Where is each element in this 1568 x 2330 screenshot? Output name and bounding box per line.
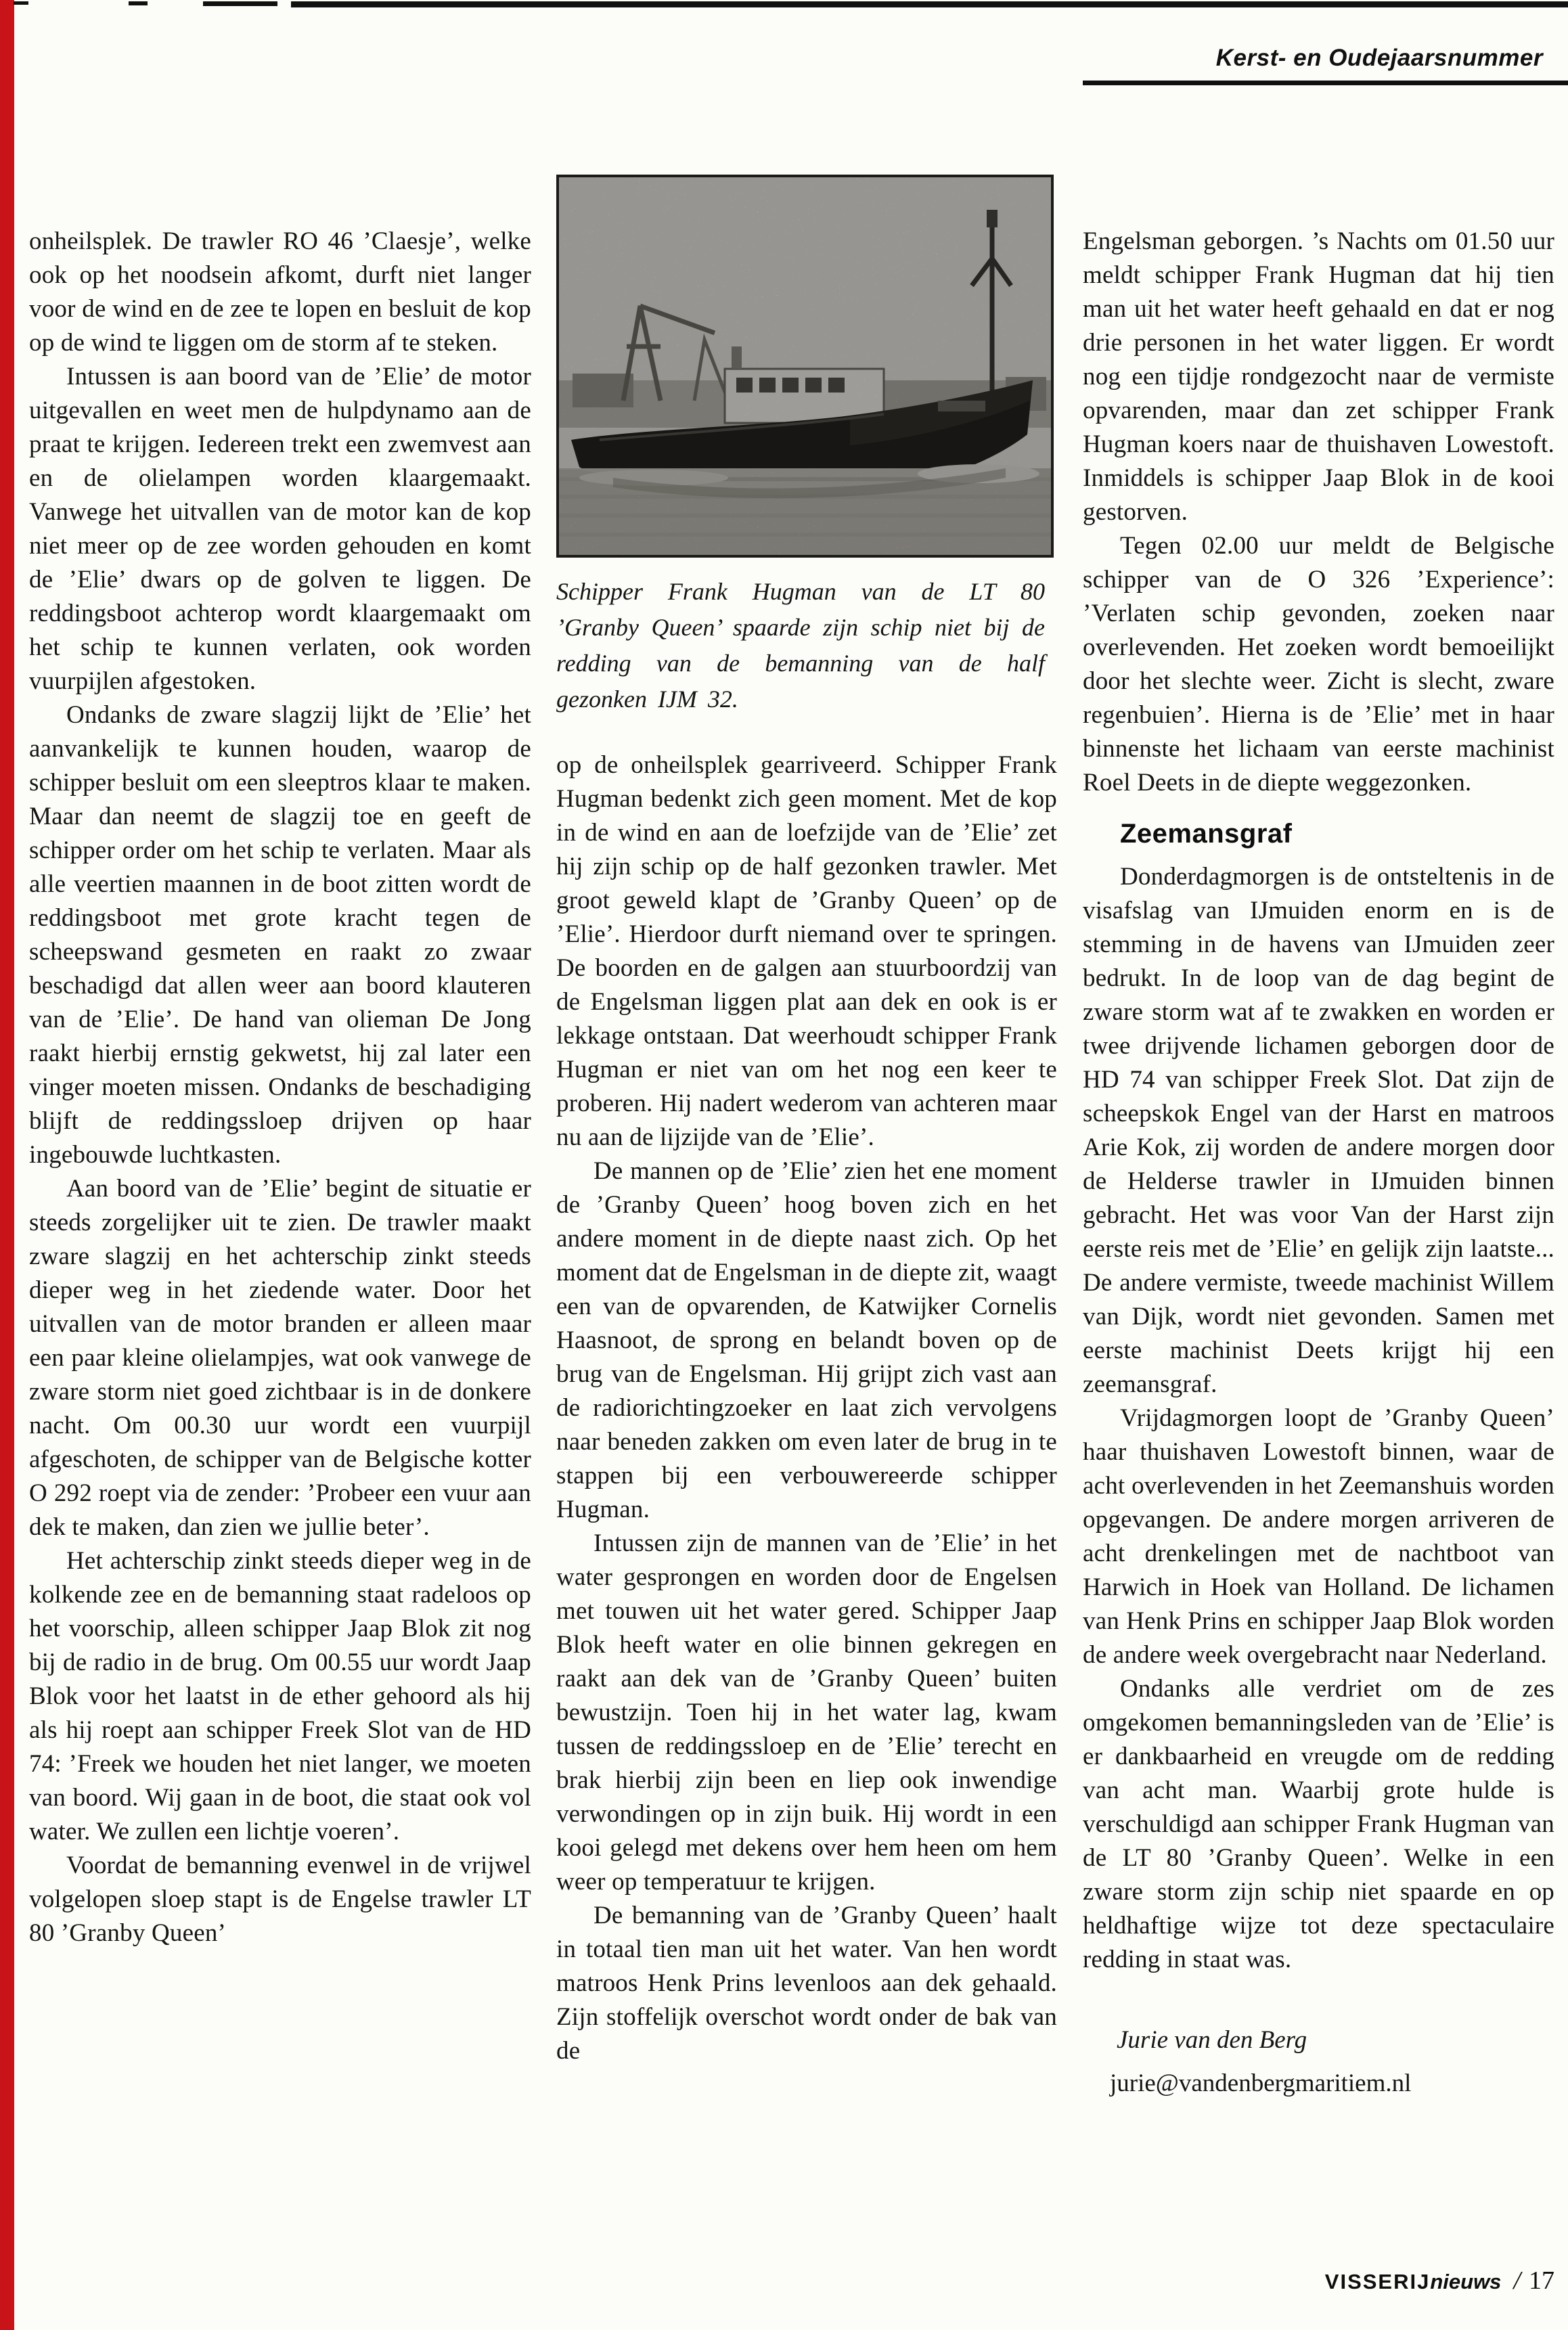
article-paragraph: De bemanning van de ’Granby Queen’ haalt in totaal tien man uit het water. Van hen wordt matroos Henk Prins levenloos aan dek gehaald. Zijn stoffelijk overschot wordt onder de bak van de (556, 1902, 1057, 2065)
page-number: 17 (1529, 2266, 1554, 2295)
article-paragraph: Aan boord van de ’Elie’ begint de situatie er steeds zorgelijker uit te zien. De trawler maakt zware slagzij en het achterschip zinkt steeds dieper weg in het ziedende water. Door het uitvallen van de motor branden er alleen maar een paar kleine olielampjes, wat ook vanwege de zware storm niet goed zichtbaar is in de donkere nacht. Om 00.30 uur wordt een vuurpijl afgeschoten, de schipper van de Belgische kotter O 292 roept via de zender: ’Probeer een vuur aan dek te maken, dan zien we jullie beter’. (29, 1175, 531, 1541)
article-column-3 (1083, 225, 1554, 2105)
byline (1083, 2019, 1554, 2105)
photo-caption: Schipper Frank Hugman van de LT 80 ’Granby Queen’ spaarde zijn schip niet bij de redding van de bemanning van de half gezonken IJM 32. (556, 578, 1045, 713)
article-paragraph: Tegen 02.00 uur meldt de Belgische schipper van de O 326 ’Experience’: ’Verlaten schip gevonden, zoeken naar overlevenden. Het zoeken wordt bemoeilijkt door het slechte weer. Zicht is slecht, zware regenbuien’. Hierna is de ’Elie’ met in haar binnenste het lichaam van eerste machinist Roel Deets in de diepte weggezonken. (1083, 532, 1554, 797)
article-paragraph: Intussen zijn de mannen van de ’Elie’ in het water gesprongen en worden door de Engelsen met touwen uit het water gered. Schipper Jaap Blok heeft water en olie binnen gekregen en raakt aan dek van de ’Granby Queen’ buiten bewustzijn. Toen hij in het water lag, kwam tussen de reddingssloep en de ’Elie’ terecht en brak hierbij zijn been en liep ook inwendige verwondingen op in zijn buik. Hij wordt in een kooi gelegd met dekens over hem heen om hem weer op temperatuur te krijgen. (556, 1529, 1057, 1896)
top-edge-bar-fragment (203, 1, 277, 6)
top-edge-bar-fragment (129, 1, 148, 5)
article-paragraph: De mannen op de ’Elie’ zien het ene moment de ’Granby Queen’ hoog boven zich en het andere moment in de diepte naast zich. Op het moment dat de Engelsman in de diepte zit, waagt een van de opvarenden, de Katwijker Cornelis Haasnoot, de sprong en belandt boven op de brug van de Engelsman. Hij grijpt zich vast aan de radiorichtingzoeker en laat zich vervolgens naar beneden zakken om even later de brug in te stappen bij een verbouwereerde schipper Hugman. (556, 1157, 1057, 1523)
header-rule (1083, 81, 1568, 85)
ship-photo (556, 175, 1054, 558)
article-paragraph: op de onheilsplek gearriveerd. Schipper Frank Hugman bedenkt zich geen moment. Met de kop in de wind en aan de loefzijde van de ’Elie’ zet hij zijn schip op de half gezonken trawler. Met groot geweld klapt de ’Granby Queen’ op de ’Elie’. Hierdoor durft niemand over te springen. De boorden en de galgen aan stuurboordzij van de Engelsman liggen plat aan dek en ook is er lekkage ontstaan. Dat weerhoudt schipper Frank Hugman er niet van om het nog een keer te proberen. Hij nadert wederom van achteren maar nu aan de lijzijde van de ’Elie’. (556, 751, 1057, 1151)
magazine-brand-suffix: nieuws (1430, 2270, 1502, 2293)
page-footer (1325, 2266, 1554, 2295)
author-email: jurie@vandenbergmaritiem.nl (1110, 2069, 1412, 2097)
author-name: Jurie van den Berg (1117, 2026, 1307, 2054)
page-edge-red-bar (0, 0, 14, 2330)
top-edge-bar (291, 1, 1568, 7)
article-column-1 (29, 225, 531, 1950)
article-paragraph: Engelsman geborgen. ’s Nachts om 01.50 uur meldt schipper Frank Hugman dat hij tien man uit het water heeft gehaald en dat er nog drie personen in het water liggen. Er wordt nog een tijdje rondgezocht naar de vermiste opvarenden, maar dan zet schipper Frank Hugman koers naar de thuishaven Lowestoft. Inmiddels is schipper Jaap Blok in de kooi gestorven. (1083, 227, 1554, 526)
article-paragraph: Ondanks alle verdriet om de zes omgekomen bemanningsleden van de ’Elie’ is er dankbaarheid en vreugde om de redding van acht man. Waarbij grote hulde is verschuldigd aan schipper Frank Hugman van de LT 80 ’Granby Queen’. Welke in een zware storm zijn schip niet spaarde en op heldhaftige wijze tot deze spectaculaire redding in staat was. (1083, 1675, 1554, 1973)
section-heading-zeemansgraf: Zeemansgraf (1120, 819, 1293, 849)
article-column-2 (556, 175, 1057, 2068)
issue-label: Kerst- en Oudejaarsnummer (1215, 45, 1543, 71)
article-paragraph: Voordat de bemanning evenwel in de vrijwel volgelopen sloep stapt is de Engelse trawler LT 80 ’Granby Queen’ (29, 1852, 531, 1947)
article-paragraph: Donderdagmorgen is de ontsteltenis in de visafslag van IJmuiden enorm en is de stemming in de havens van IJmuiden zeer bedrukt. In de loop van de dag begint de zware storm wat af te zwakken en worden er twee drijvende lichamen geborgen door de HD 74 van schipper Freek Slot. Dat zijn de scheepskok Engel van der Harst en matroos Arie Kok, zij worden de andere morgen door de Helderse trawler in IJmuiden binnen gebracht. Het was voor Van der Harst zijn eerste reis met de ’Elie’ en gelijk zijn laatste... De andere vermiste, tweede machinist Willem van Dijk, wordt niet gevonden. Samen met eerste machinist Deets krijgt hij een zeemansgraf. (1083, 863, 1554, 1398)
article-paragraph: Intussen is aan boord van de ’Elie’ de motor uitgevallen en weet men de hulpdynamo aan de praat te krijgen. Iedereen trekt een zwemvest aan en de olielampen worden klaargemaakt. Vanwege het uitvallen van de motor kan de kop niet meer op de zee worden gehouden en komt de ’Elie’ dwars op de golven te liggen. De reddingsboot achterop wordt klaargemaakt om het schip te kunnen verlaten, ook worden vuurpijlen afgestoken. (29, 363, 531, 695)
top-edge-bar-fragment (14, 1, 28, 5)
article-paragraph: Ondanks de zware slagzij lijkt de ’Elie’ het aanvankelijk te kunnen houden, waarop de schipper besluit om een sleeptros klaar te maken. Maar dan neemt de slagzij toe en geeft de schipper order om het schip te verlaten. Maar als alle veertien maannen in de boot zitten wordt de reddingsboot met grote kracht tegen de scheepswand gesmeten en raakt zo zwaar beschadigd dat allen weer aan boord klauteren van de ’Elie’. De hand van olieman De Jong raakt hierbij ernstig gekwetst, hij zal later een vinger moeten missen. Ondanks de beschadiging blijft de reddingssloep drijven op haar ingebouwde luchtkasten. (29, 701, 531, 1169)
footer-separator: / (1513, 2266, 1521, 2295)
article-paragraph: Vrijdagmorgen loopt de ’Granby Queen’ haar thuishaven Lowestoft binnen, waar de acht overlevenden in het Zeemanshuis worden opgevangen. De andere morgen arriveren de acht drenkelingen met de nachtboot van Harwich in Hoek van Holland. De lichamen van Henk Prins en schipper Jaap Blok worden de andere week overgebracht naar Nederland. (1083, 1404, 1554, 1669)
magazine-brand: VISSERIJ (1324, 2270, 1431, 2293)
ship-photo-illustration (559, 177, 1051, 555)
article-paragraph: onheilsplek. De trawler RO 46 ’Claesje’, welke ook op het noodsein afkomt, durft niet langer voor de wind en de zee te lopen en besluit de kop op de wind te liggen om de storm af te steken. (29, 227, 531, 357)
article-paragraph: Het achterschip zinkt steeds dieper weg in de kolkende zee en de bemanning staat radeloos op het voorschip, alleen schipper Jaap Blok zit nog bij de radio in de brug. Om 00.55 uur wordt Jaap Blok voor het laatst in de ether gehoord als hij als hij roept aan schipper Freek Slot van de HD 74: ’Freek we houden het niet langer, we moeten van boord. Wij gaan in de boot, die staat ook vol water. We zullen een lichtje voeren’. (29, 1547, 531, 1845)
